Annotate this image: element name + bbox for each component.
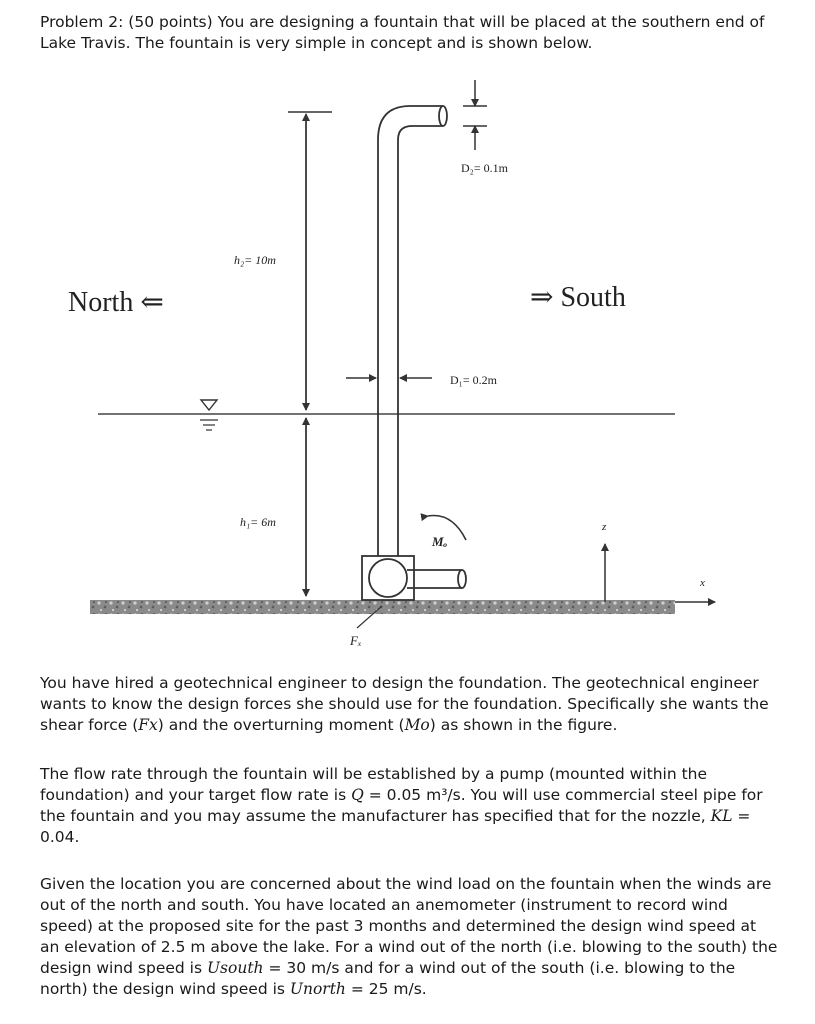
d2-label: D₂= 0.1m: [461, 161, 508, 175]
fx-symbol: Fx: [138, 716, 158, 734]
coordinate-axes: [605, 544, 715, 602]
q-symbol: Q: [351, 786, 364, 804]
unorth-symbol: Unorth: [289, 980, 346, 998]
lake-bed-ground: [90, 600, 675, 614]
fx-label: Fₓ: [350, 633, 362, 648]
mo-label: Mₒ: [432, 534, 448, 549]
water-level-symbol: [200, 400, 218, 430]
problem-statement: Problem 2: (50 points) You are designing a fountain that will be placed at the southern end of Lake Travis. The fountain is very simple in concept and is shown below.: [40, 13, 765, 52]
d2-dimension: [463, 80, 487, 150]
north-label: North ⇐: [68, 287, 164, 318]
kl-symbol: KL: [710, 807, 733, 825]
mo-symbol: Mo: [404, 716, 430, 734]
x-axis-label: x: [700, 577, 705, 589]
pump-housing: [362, 556, 466, 600]
usouth-symbol: Usouth: [206, 959, 264, 977]
d1-label: D₁= 0.2m: [450, 373, 497, 387]
paragraph-wind-load: Given the location you are concerned about the wind load on the fountain when the winds are out of the north and south. You have located an anemometer (instrument to record wind speed) at the proposed site for the past 3 months and determined the design wind speed at an elevation of 2.5 m above the lake. For a wind out of the north (i.e. blowing to the south) the design wind speed is Usouth = 30 m/s and for a wind out of the south (i.e. blowing to the north) the design wind speed is Unorth = 25 m/s.: [40, 875, 778, 998]
south-label: ⇒ South: [530, 282, 626, 313]
fountain-pipe: [378, 106, 447, 558]
h2-dimension: [288, 112, 332, 410]
h1-label: h₁= 6m: [240, 515, 276, 529]
h2-label: h₂= 10m: [234, 253, 276, 267]
paragraph-foundation: You have hired a geotechnical engineer to design the foundation. The geotechnical engineer wants to know the design forces she should use for the foundation. Specifically she wants the shear force (Fx) and the overturning moment (Mo) as shown in the figure.: [40, 674, 769, 734]
z-axis-label: z: [602, 521, 607, 533]
paragraph-flow-rate: The flow rate through the fountain will be established by a pump (mounted within the foundation) and your target flow rate is Q = 0.05 m³/s. You will use commercial steel pipe for the fountain and you may assume the manufacturer has specified that for the nozzle, KL = 0.04.: [40, 765, 763, 846]
